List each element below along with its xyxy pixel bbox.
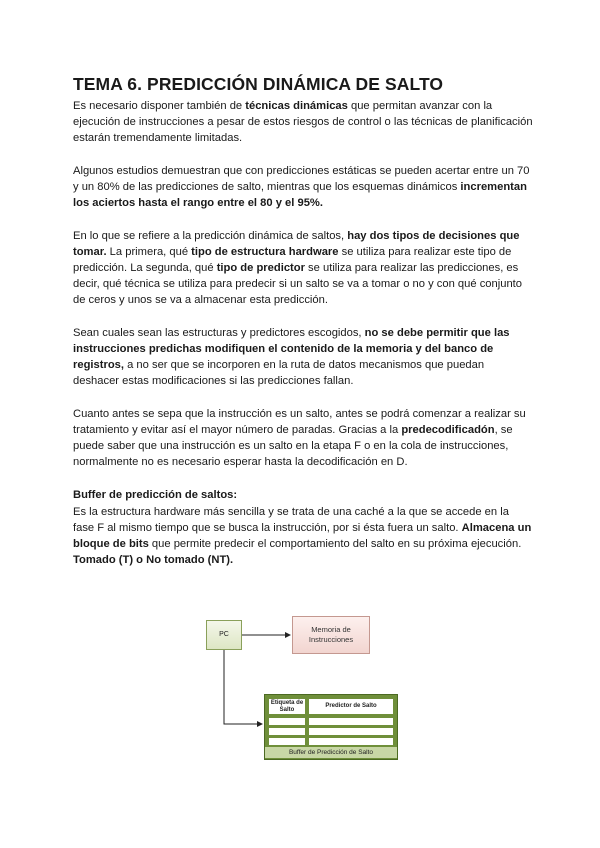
- bold-text: hay dos tipos de decisiones que tomar.: [73, 230, 520, 258]
- text: que permitan avanzar con la ejecución de instrucciones a pesar de estos riesgos de control o las técnicas de planificación estarán tremendamente limitadas.: [73, 100, 533, 144]
- paragraph-predecoding: [73, 406, 533, 470]
- prediction-buffer-table: [264, 694, 398, 760]
- instruction-memory-box: Memoria de Instrucciones: [292, 616, 370, 654]
- bold-text: no se debe permitir que las instrucciones predichas modifiquen el contenido de la memoria y del banco de registros,: [73, 327, 510, 371]
- paragraph-buffer: [73, 504, 533, 568]
- bold-text: incrementan los aciertos hasta el rango entre el 80 y el 95%.: [73, 181, 527, 209]
- text: La primera, qué: [106, 246, 192, 258]
- header-branch-predictor: Predictor de Salto: [309, 699, 393, 714]
- table-cell: [309, 728, 393, 735]
- header-branch-tag: Etiqueta de Salto: [270, 699, 304, 713]
- bold-text: tipo de estructura hardware: [191, 246, 339, 258]
- section-subtitle: Buffer de predicción de saltos:: [73, 489, 238, 501]
- text: Es la estructura hardware más sencilla y se trata de una caché a la que se accede en la fase F al mismo tiempo que se busca la instrucción, por si ésta fuera un salto.: [73, 506, 509, 534]
- paragraph-decisions: [73, 228, 533, 308]
- text: se utiliza para realizar este tipo de predicción. La segunda, qué: [73, 246, 512, 274]
- branch-prediction-buffer-diagram: [206, 612, 398, 760]
- text: Sean cuales sean las estructuras y predictores escogidos,: [73, 327, 365, 339]
- table-cell: [309, 718, 393, 725]
- table-cell: [309, 738, 393, 745]
- text: se utiliza para realizar las predicciones, es decir, qué técnica se utiliza para predecir si un salto se va a tomar o no y con qué conjunto de ceros y unos se va a almacenar esta predicción.: [73, 262, 523, 306]
- text: Es necesario disponer también de: [73, 100, 246, 112]
- bold-text: tipo de predictor: [216, 262, 305, 274]
- table-cell: [269, 728, 305, 735]
- bold-text: Tomado (T) o No tomado (NT).: [73, 554, 234, 566]
- document-body: [73, 74, 533, 585]
- bold-text: predecodificadón: [401, 424, 495, 436]
- table-cell: [269, 738, 305, 745]
- text: , se puede saber que una instrucción es un salto en la etapa F o en la cola de instrucciones, normalmente no es necesario esperar hasta la decodificación en D.: [73, 424, 513, 468]
- page-title: TEMA 6. PREDICCIÓN DINÁMICA DE SALTO: [73, 74, 444, 94]
- paragraph-intro: [73, 98, 533, 146]
- text: Cuanto antes se sepa que la instrucción es un salto, antes se podrá comenzar a realizar su tratamiento y evitar así el mayor número de paradas. Gracias a la: [73, 408, 526, 436]
- text: En lo que se refiere a la predicción dinámica de saltos,: [73, 230, 348, 242]
- buffer-caption: Buffer de Predicción de Salto: [265, 747, 397, 758]
- paragraph-studies: [73, 163, 533, 211]
- arrow-pc-to-buffer: [224, 650, 262, 724]
- bold-text: Almacena un bloque de bits: [73, 522, 532, 550]
- text: a no ser que se incorporen en la ruta de datos mecanismos que puedan deshacer estas modificaciones si las predicciones fallan.: [73, 359, 485, 387]
- text: que permite predecir el comportamiento del salto en su próxima ejecución.: [148, 538, 522, 550]
- bold-text: técnicas dinámicas: [245, 100, 348, 112]
- paragraph-restrictions: [73, 325, 533, 389]
- pc-box: PC: [206, 620, 242, 650]
- text: Algunos estudios demuestran que con predicciones estáticas se pueden acertar entre un 70 y un 80% de las predicciones de salto, mientras que los esquemas dinámicos: [73, 165, 530, 193]
- table-cell: [269, 718, 305, 725]
